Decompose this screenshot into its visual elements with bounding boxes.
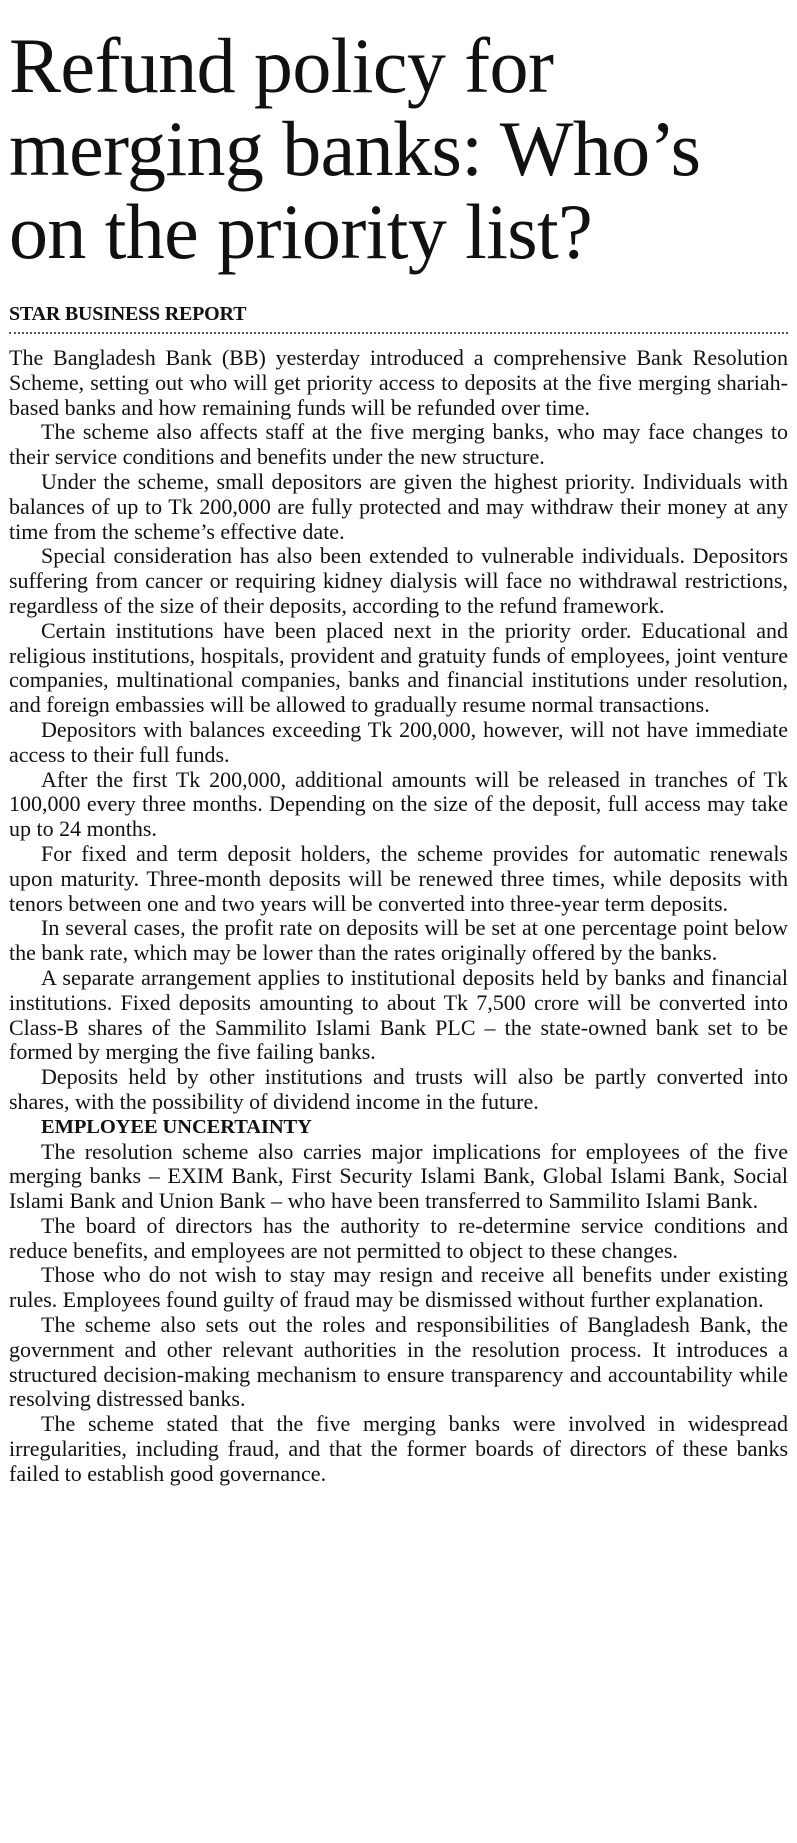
- paragraph: The scheme stated that the five merging banks were involved in widespread irregularities, including fraud, and that the former boards of directors of these banks failed to establish good governance.: [9, 1411, 788, 1486]
- headline: Refund policy for merging banks: Who’s on the priority list?: [9, 22, 701, 275]
- paragraph: In several cases, the profit rate on deposits will be set at one percentage point below the bank rate, which may be lower than the rates originally offered by the banks.: [9, 915, 788, 966]
- paragraph: For fixed and term deposit holders, the scheme provides for automatic renewals upon maturity. Three-month deposits will be renewed three times, while deposits with tenors between one and two years will be converted into three-year term deposits.: [9, 840, 788, 916]
- paragraph: The scheme also sets out the roles and responsibilities of Bangladesh Bank, the government and other relevant authorities in the resolution process. It introduces a structured decision-making mechanism to ensure transparency and accountability while resolving distressed banks.: [9, 1312, 788, 1412]
- paragraph: The Bangladesh Bank (BB) yesterday introduced a comprehensive Bank Resolution Scheme, setting out who will get priority access to deposits at the five merging shariah-based banks and how remaining funds will be refunded over time.: [9, 345, 788, 420]
- byline-divider: [9, 332, 788, 334]
- paragraph: Under the scheme, small depositors are given the highest priority. Individuals with balances of up to Tk 200,000 are fully protected and may withdraw their money at any time from the scheme’s effective date.: [9, 468, 788, 544]
- byline: STAR BUSINESS REPORT: [9, 303, 247, 325]
- paragraph: Special consideration has also been extended to vulnerable individuals. Depositors suffering from cancer or requiring kidney dialysis will face no withdrawal restrictions, regardless of the size of their deposits, according to the refund framework.: [9, 543, 788, 618]
- article-body: [9, 346, 788, 1487]
- paragraph: The scheme also affects staff at the five merging banks, who may face changes to their service conditions and benefits under the new structure.: [9, 419, 788, 470]
- paragraph: Deposits held by other institutions and trusts will also be partly converted into shares, with the possibility of dividend income in the future.: [9, 1064, 788, 1114]
- paragraph: The resolution scheme also carries major implications for employees of the five merging banks – EXIM Bank, First Security Islami Bank, Global Islami Bank, Social Islami Bank and Union Bank – who have been transferred to Sammilito Islami Bank.: [9, 1138, 788, 1214]
- paragraph: Depositors with balances exceeding Tk 200,000, however, will not have immediate access to their full funds.: [9, 716, 788, 767]
- paragraph: The board of directors has the authority to re-determine service conditions and reduce benefits, and employees are not permitted to object to these changes.: [9, 1212, 788, 1263]
- paragraph: After the first Tk 200,000, additional amounts will be released in tranches of Tk 100,000 every three months. Depending on the size of the deposit, full access may take up to 24 months.: [9, 766, 788, 842]
- news-article: [9, 0, 788, 1487]
- section-subhead: EMPLOYEE UNCERTAINTY: [41, 1115, 312, 1138]
- paragraph: A separate arrangement applies to institutional deposits held by banks and financial institutions. Fixed deposits amounting to about Tk 7,500 crore will be converted into Class-B shares of the Sammilito Islami Bank PLC – the state-owned bank set to be formed by merging the five failing banks.: [9, 964, 788, 1065]
- paragraph: Certain institutions have been placed next in the priority order. Educational and religious institutions, hospitals, provident and gratuity funds of employees, joint venture companies, multinational companies, banks and financial institutions under resolution, and foreign embassies will be allowed to gradually resume normal transactions.: [9, 617, 788, 718]
- paragraph: Those who do not wish to stay may resign and receive all benefits under existing rules. Employees found guilty of fraud may be dismissed without further explanation.: [9, 1262, 788, 1313]
